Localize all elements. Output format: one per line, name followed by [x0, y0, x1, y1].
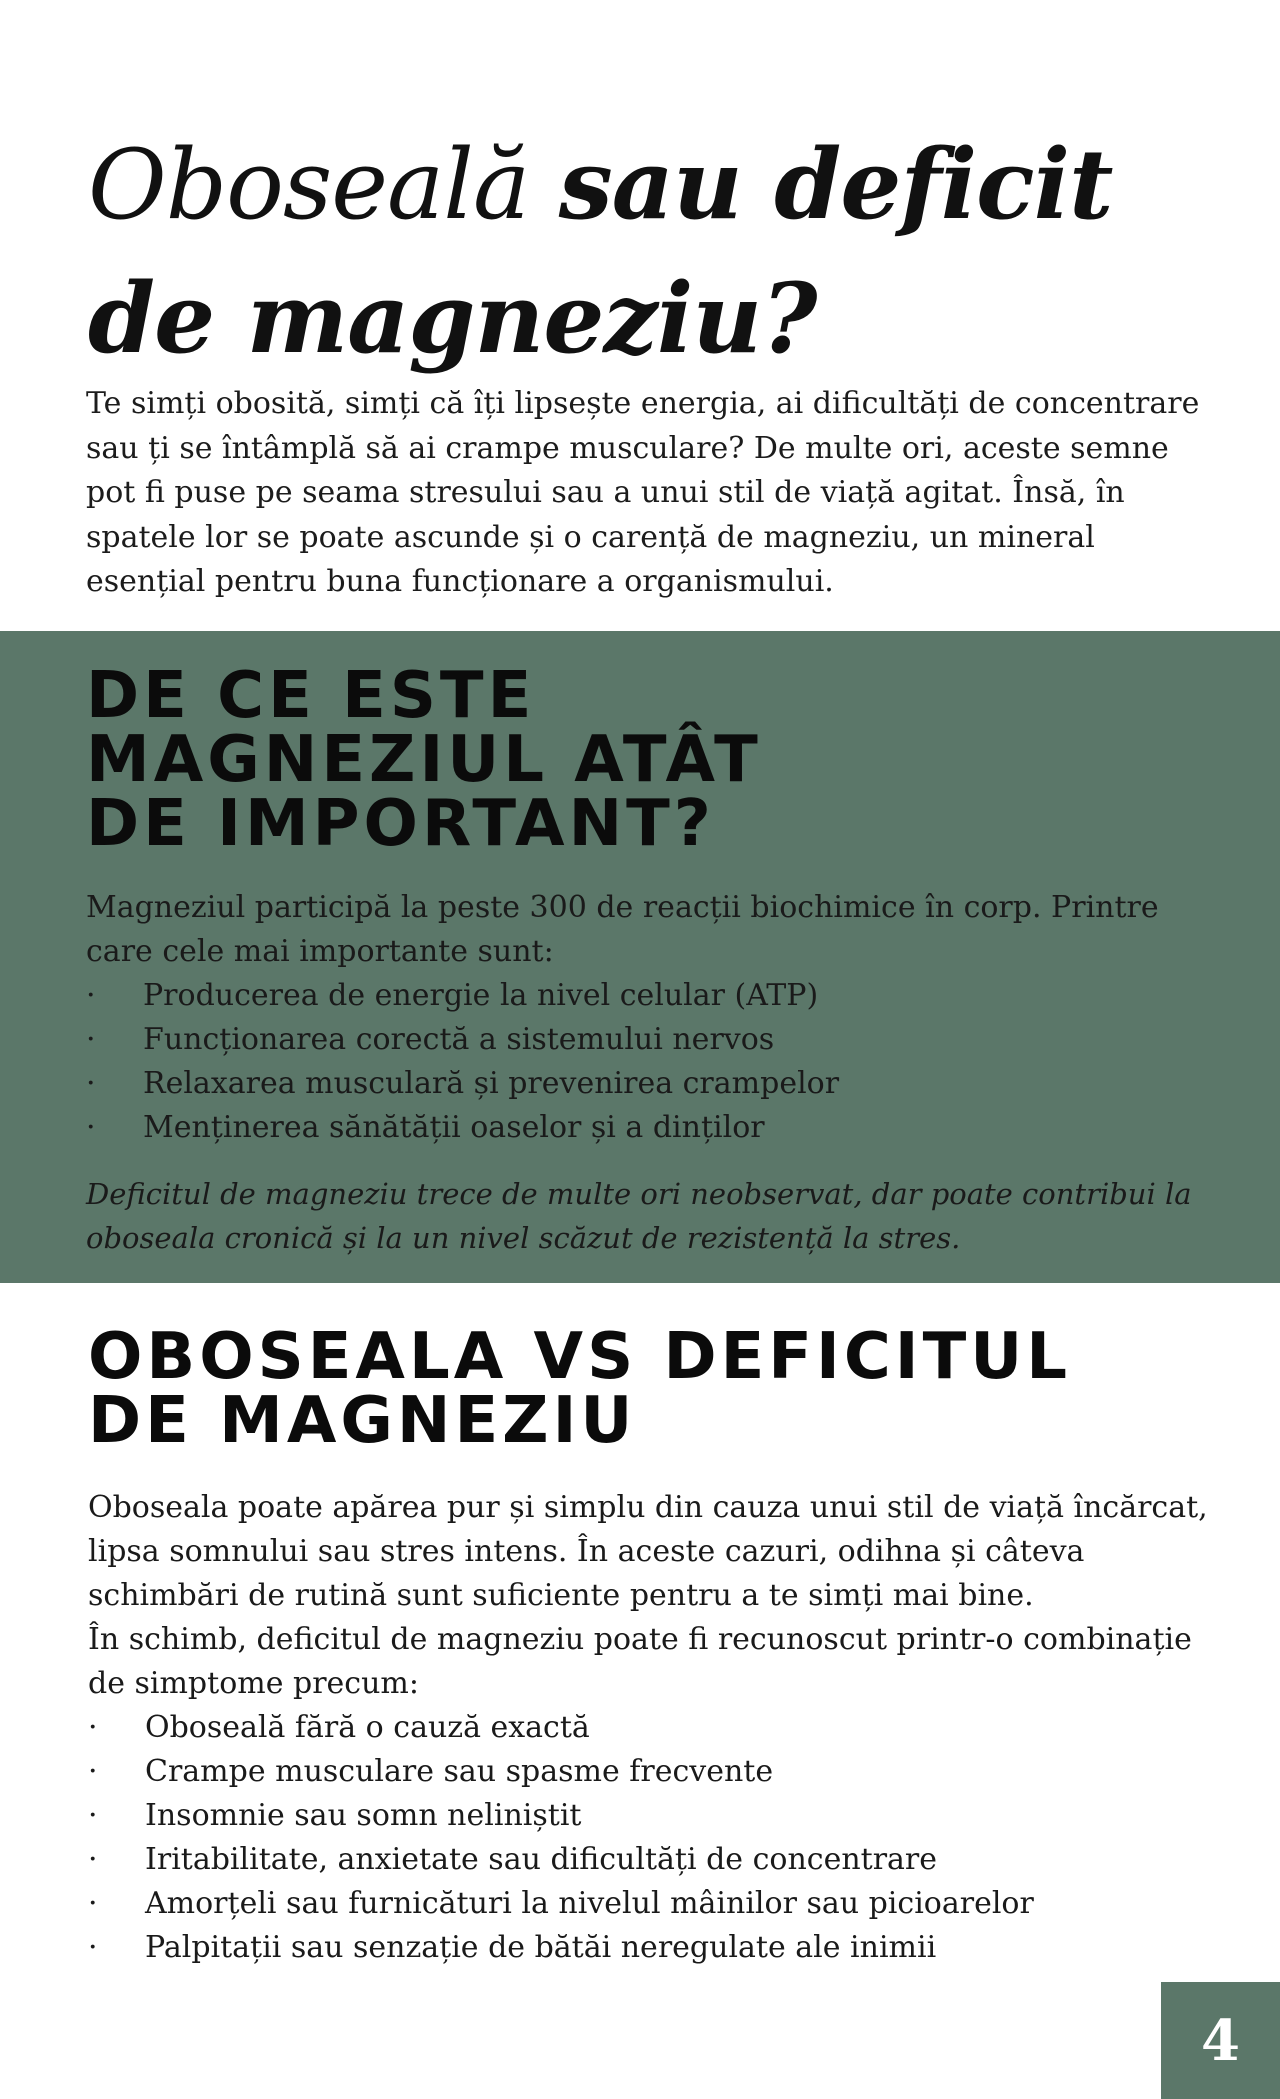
section1-heading — [86, 659, 1186, 861]
list-item — [88, 1838, 1208, 1882]
bullet-icon: · — [86, 1022, 96, 1057]
list-item — [88, 1794, 1208, 1838]
list-item — [86, 1106, 1206, 1150]
section2-body — [88, 1486, 1208, 1970]
list-item-text: Menținerea sănătății oaselor și a dinților — [143, 1110, 765, 1145]
list-item — [86, 1018, 1206, 1062]
list-item-text: Amorțeli sau furnicături la nivelul mâinilor sau picioarelor — [145, 1886, 1034, 1921]
section1-note: Deficitul de magneziu trece de multe ori neobservat, dar poate contribui la oboseala cronică și la un nivel scăzut de rezistență la stres. — [86, 1177, 1192, 1255]
list-item-text: Insomnie sau somn neliniștit — [145, 1798, 582, 1833]
bullet-icon: · — [86, 1066, 96, 1101]
page-number-badge — [1161, 1982, 1280, 2099]
page-number: 4 — [1201, 2007, 1240, 2074]
bullet-icon: · — [88, 1798, 98, 1833]
list-item-text: Palpitații sau senzație de bătăi neregulate ale inimii — [145, 1930, 937, 1965]
title-bold-part: sau deficit de magneziu? — [88, 128, 1113, 375]
list-item-text: Oboseală fără o cauză exactă — [145, 1710, 590, 1745]
list-item — [88, 1750, 1208, 1794]
list-item — [88, 1706, 1208, 1750]
page-title — [88, 118, 1208, 386]
section2-heading-line: OBOSEALA VS DEFICITUL — [88, 1320, 1071, 1394]
bullet-icon: · — [88, 1710, 98, 1745]
list-item — [86, 1062, 1206, 1106]
list-item — [88, 1926, 1208, 1970]
list-item-text: Producerea de energie la nivel celular (ATP) — [143, 978, 819, 1013]
list-item — [86, 974, 1206, 1018]
list-item-text: Relaxarea musculară și prevenirea crampelor — [143, 1066, 840, 1101]
section2-paragraph: Oboseala poate apărea pur și simplu din cauza unui stil de viață încărcat, lipsa somnului sau stres intens. În aceste cazuri, odihna și câteva schimbări de rutină sunt suficiente pentru a te simți mai bine. — [88, 1490, 1208, 1613]
list-item-text: Iritabilitate, anxietate sau dificultăți de concentrare — [145, 1842, 938, 1877]
list-item-text: Funcționarea corectă a sistemului nervos — [143, 1022, 775, 1057]
section1-bullet-list — [86, 974, 1206, 1150]
title-italic-part: Oboseală — [88, 129, 530, 241]
section1-heading-line: DE CE ESTE — [86, 659, 536, 733]
section2-bullet-list — [88, 1706, 1208, 1970]
section1-paragraph: Magneziul participă la peste 300 de reacții biochimice în corp. Printre care cele mai importante sunt: — [86, 890, 1159, 969]
bullet-icon: · — [86, 1110, 96, 1145]
bullet-icon: · — [88, 1886, 98, 1921]
bullet-icon: · — [88, 1754, 98, 1789]
bullet-icon: · — [88, 1842, 98, 1877]
section2-heading — [88, 1320, 1238, 1458]
section2-heading-line: DE MAGNEZIU — [88, 1384, 637, 1458]
bullet-icon: · — [88, 1930, 98, 1965]
list-item-text: Crampe musculare sau spasme frecvente — [145, 1754, 774, 1789]
section1-heading-line: MAGNEZIUL ATÂT — [86, 723, 762, 797]
bullet-icon: · — [86, 978, 96, 1013]
list-item — [88, 1882, 1208, 1926]
intro-paragraph: Te simți obosită, simți că îți lipsește energia, ai dificultăți de concentrare sau ți se întâmplă să ai crampe musculare? De multe ori, aceste semne pot fi puse pe seama stresului sau a unui stil de viață agitat. Însă, în spatele lor se poate ascunde și o carență de magneziu, un mineral esențial pentru buna funcționare a organismului. — [86, 386, 1200, 599]
section1-body — [86, 886, 1206, 1150]
section2-paragraph: În schimb, deficitul de magneziu poate fi recunoscut printr-o combinație de simptome precum: — [88, 1622, 1192, 1701]
section1-heading-line: DE IMPORTANT? — [86, 787, 715, 861]
